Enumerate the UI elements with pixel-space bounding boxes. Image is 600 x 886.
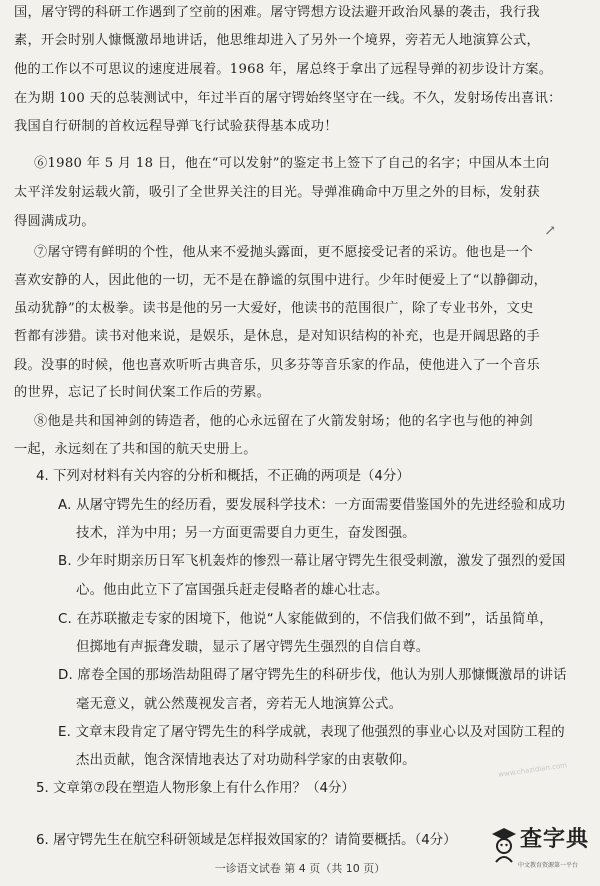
body-line: 他的工作以不可思议的速度进展着。1968 年，屠总终于拿出了远程导弹的初步设计方案。	[14, 62, 553, 77]
question-6: 6. 屠守锷先生在航空科研领域是怎样报效国家的？请简要概括。（4分）	[36, 833, 457, 848]
body-line: 喜欢安静的人，因此他的一切，无不是在静谧的氛围中进行。少年时便爱上了“以静御动，	[14, 273, 548, 288]
site-logo	[490, 810, 600, 882]
option-c-cont: 但掷地有声振聋发聩，显示了屠守锷先生强烈的自信自尊。	[76, 640, 430, 655]
question-4: 4. 下列对材料有关内容的分析和概括，不正确的两项是（4分）	[36, 469, 410, 484]
graduate-icon	[490, 824, 518, 864]
option-a: A. 从屠守锷先生的经历看，要发展科学技术：一方面需要借鉴国外的先进经验和成功	[58, 498, 566, 513]
question-5: 5. 文章第⑦段在塑造人物形象上有什么作用？（4分）	[36, 781, 355, 796]
option-d: D. 席卷全国的那场浩劫阻碍了屠守锷先生的科研步伐，他认为别人那慷慨激昂的讲话	[58, 668, 567, 683]
logo-subtitle: 中文教育资源第一平台	[518, 862, 579, 869]
option-b-cont: 心。他由此立下了富国强兵赶走侵略者的雄心壮志。	[76, 583, 389, 598]
option-b: B. 少年时期亲历日军飞机轰炸的惨烈一幕让屠守锷先生很受刺激，激发了强烈的爱国	[58, 554, 566, 569]
watermark-url: www.chazidian.com	[497, 761, 568, 779]
body-line: 的世界，忘记了长时间伏案工作后的劳累。	[14, 385, 271, 400]
body-line: 得圆满成功。	[14, 214, 95, 229]
body-line: ⑦屠守锷有鲜明的个性，他从来不爱抛头露面，更不愿接受记者的采访。他也是一个	[34, 245, 534, 260]
body-line: 哲都有涉猎。读书对他来说，是娱乐，是休息，是对知识结构的补充，也是开阔思路的手	[14, 329, 541, 344]
body-line: 我国自行研制的首枚远程导弹飞行试验获得基本成功！	[14, 119, 338, 134]
body-line: 段。没事的时候，他也喜欢听听古典音乐，贝多芬等音乐家的作品，使他进入了一个音乐	[14, 358, 541, 373]
body-line: 太平洋发射运载火箭，吸引了全世界关注的目光。导弹准确命中万里之外的目标，发射获	[14, 185, 541, 200]
page-footer: 一诊语文试卷 第 4 页（共 10 页）	[214, 862, 386, 875]
body-line: 素，开会时别人慷慨激昂地讲话，他思维却进入了另外一个境界，旁若无人地演算公式，	[14, 33, 541, 48]
option-e: E. 文章末段肯定了屠守锷先生的科学成就，表现了他强烈的事业心以及对国防工程的	[58, 725, 565, 740]
body-line: 虽动犹静”的太极拳。读书是他的另一大爱好，他读书的范围很广，除了专业书外，文史	[14, 301, 534, 316]
body-line: ⑥1980 年 5 月 18 日，他在“可以发射”的鉴定书上签下了自己的名字；中国从本土向	[34, 156, 550, 171]
logo-title: 查字典	[520, 827, 590, 852]
body-line: 在为期 100 天的总装测试中，年过半百的屠守锷始终坚守在一线。不久，发射场传出喜讯：	[14, 91, 562, 106]
body-line: 一起，永远刻在了共和国的航天史册上。	[14, 442, 257, 457]
body-line: 国，屠守锷的科研工作遇到了空前的困难。屠守锷想方设法避开政治风暴的袭击，我行我	[14, 5, 541, 20]
option-e-cont: 杰出贡献，饱含深情地表达了对功勋科学家的由衷敬仰。	[76, 753, 416, 768]
option-a-cont: 技术，洋为中用；另一方面更需要自力更生，奋发图强。	[76, 526, 416, 541]
option-d-cont: 毫无意义，就公然蔑视发言者，旁若无人地演算公式。	[76, 697, 403, 712]
body-line: ⑧他是共和国神剑的铸造者，他的心永远留在了火箭发射场；他的名字也与他的神剑	[34, 414, 534, 429]
option-c: C. 在苏联撤走专家的困境下，他说“人家能做到的，不信我们做不到”，话虽简单，	[58, 612, 553, 627]
margin-mark: ↗	[544, 223, 556, 239]
